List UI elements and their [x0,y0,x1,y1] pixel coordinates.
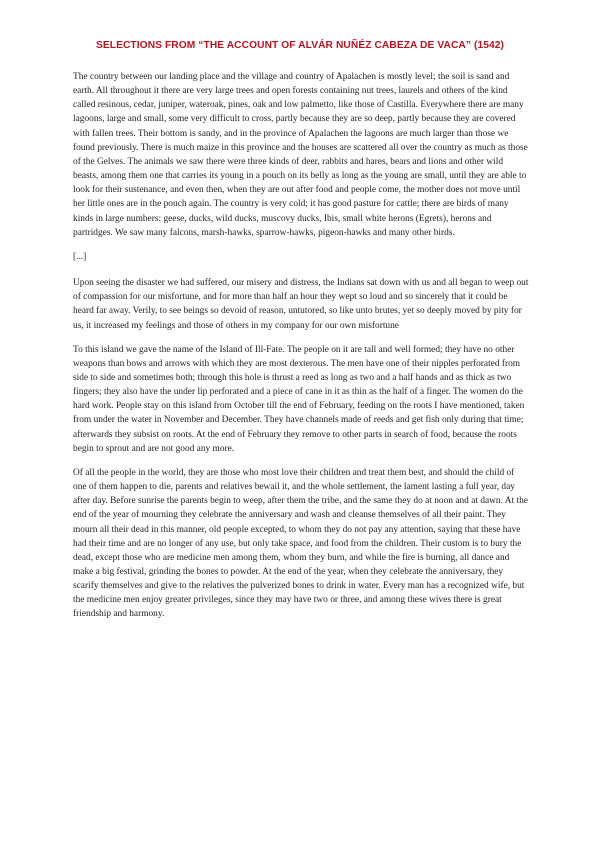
paragraph-indians-weep: Upon seeing the disaster we had suffered, our misery and distress, the Indians sat down with us and all began to weep out of compassion for our misfortune, and for more than half an hour they wept so loud and so sincerely that it could be heard far away. Verily, to see beings so devoid of reason, untutored, so like unto brutes, yet so deeply moved by pity for us, it increased my feelings and those of others in my company for our own misfortune [73,278,529,331]
paragraph-island-of-ill-fate: To this island we gave the name of the Island of Ill-Fate. The people on it are tall and well formed; they have no other weapons than bows and arrows with which they are most dexterous. The men have one of their nipples perforated from side to side and sometimes both; through this hole is thrust a reed as long as two and a half hands and as thick as two fingers; they also have the under lip perforated and a piece of cane in it as thin as the half of a finger. The women do the hard work. People stay on this island from October till the end of February, feeding on the roots I have mentioned, taken from under the water in November and December. They have channels made of reeds and get fish only during that time; afterwards they subsist on roots. At the end of February they remove to other parts in search of food, because the roots begin to sprout and are not good any more. [73,344,525,454]
document-body [73,70,529,632]
paragraph-mourning-customs: Of all the people in the world, they are those who most love their children and treat them best, and should the child of one of them happen to die, parents and relatives bewail it, and the whole settlement, the lament lasting a full year, day after day. Before sunrise the parents begin to weep, after them the tribe, and the same they do at noon and at dawn. At the end of the year of mourning they celebrate the anniversary and wash and cleanse themselves of all their paint. They mourn all their dead in this manner, old people excepted, to whom they do not pay any attention, saying that these have had their time and are no longer of any use, but only take space, and food from the children. Their custom is to bury the dead, except those who are medicine men among them, whom they burn, and while the fire is burning, all dance and make a big festival, grinding the bones to powder. At the end of the year, when they celebrate the anniversary, they scarify themselves and give to the relatives the pulverized bones to drink in water. Every man has a recognized wife, but the medicine men enjoy greater privileges, since they may have two or three, and among these wives there is great friendship and harmony. [73,467,528,620]
document-title: SELECTIONS FROM “THE ACCOUNT OF ALVÁR NUÑÉZ CABEZA DE VACA” (1542) [95,40,505,51]
paragraph-ellipsis: [...] [73,251,87,262]
paragraph-apalachen-country: The country between our landing place and the village and country of Apalachen is mostly level; the soil is sand and earth. All throughout it there are very large trees and open forests containing nut trees, laurels and others of the kind called resinous, cedar, juniper, wateroak, pines, oak and low palmetto, like those of Castilla. Everywhere there are many lagoons, large and small, some very difficult to cross, partly because they are so deep, partly because they are covered with fallen trees. Their bottom is sandy, and in the province of Apalachen the lagoons are much larger than those we found previously. There is much maize in this province and the houses are scattered all over the country as much as those of the Gelves. The animals we saw there were three kinds of deer, rabbits and hares, bears and lions and other wild beasts, among them one that carries its young in a pouch on its belly as long as the young are small, until they are able to look for their sustenance, and even then, when they are out after food and people come, the mother does not move until her little ones are in the pouch again. The country is very cold; it has good pasture for cattle; there are birds of many kinds in large numbers: geese, ducks, wild ducks, muscovy ducks, Ibis, small white herons (Egrets), herons and partridges. We saw many falcons, marsh-hawks, sparrow-hawks, pigeon-hawks and many other birds. [73,72,528,238]
